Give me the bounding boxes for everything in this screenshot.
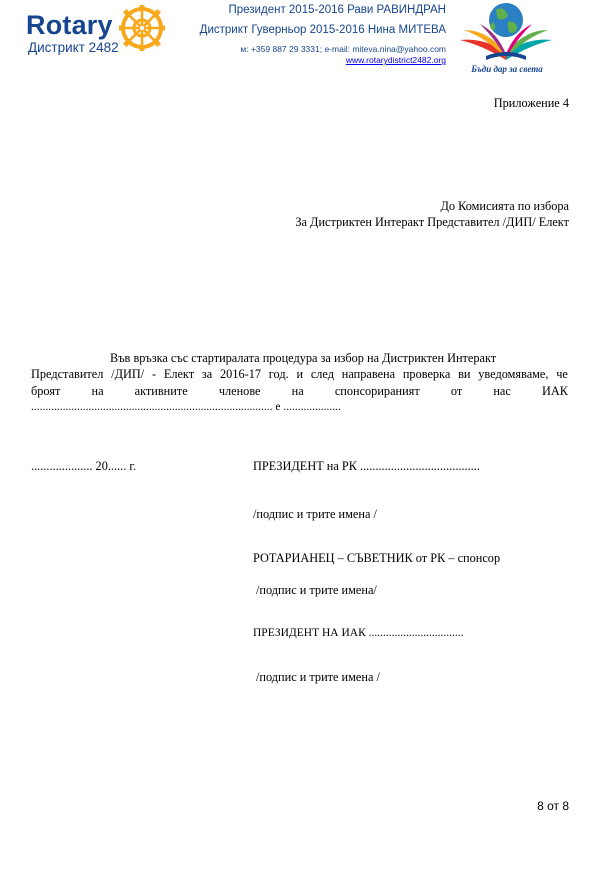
governor-line: Дистрикт Гуверньор 2015-2016 Нина МИТЕВА: [199, 24, 446, 36]
signature-hint-1: /подпис и трите имена /: [253, 507, 377, 521]
rotarian-advisor-line: РОТАРИАНЕЦ – СЪВЕТНИК от РК – спонсор: [253, 551, 501, 565]
president-line: Президент 2015-2016 Рави РАВИНДРАН: [228, 4, 446, 16]
page-number: 8 от 8: [537, 799, 569, 813]
paragraph-line-3: броят на активните членове на спонсорираният от нас ИАК: [31, 384, 568, 398]
rotary-brand: Rotary: [26, 10, 113, 40]
date-line: .................... 20...... г.: [31, 459, 137, 473]
website-link[interactable]: www.rotarydistrict2482.org: [345, 55, 446, 65]
president-iak-line: ПРЕЗИДЕНТ НА ИАК .................................: [253, 627, 464, 639]
signature-hint-3: /подпис и трите имена /: [256, 670, 380, 684]
appendix-label: Приложение 4: [493, 96, 569, 110]
president-rc-line: ПРЕЗИДЕНТ на РК .......................................: [253, 459, 480, 473]
paragraph-line-2: Представител /ДИП/ - Елект за 2016-17 год. и след направена проверка ви уведомяваме, че: [31, 367, 568, 381]
signature-hint-2: /подпис и трите имена/: [256, 583, 377, 597]
contact-line: м: +359 887 29 3331; e-mail: miteva.nina@yahoo.com: [240, 44, 446, 54]
district-label: Дистрикт 2482: [28, 40, 119, 55]
addressee-line-2: За Дистриктен Интеракт Представител /ДИП/ Елект: [295, 215, 569, 229]
addressee-line-1: До Комисията по избора: [440, 199, 569, 213]
rotary-wheel-icon: [119, 5, 165, 51]
paragraph-line-1: Във връзка със стартиралата процедура за избор на Дистриктен Интеракт: [110, 351, 497, 365]
paragraph-line-4: .................................................................................... е ....................: [31, 401, 341, 413]
theme-motto: Бъди дар за света: [471, 64, 543, 74]
